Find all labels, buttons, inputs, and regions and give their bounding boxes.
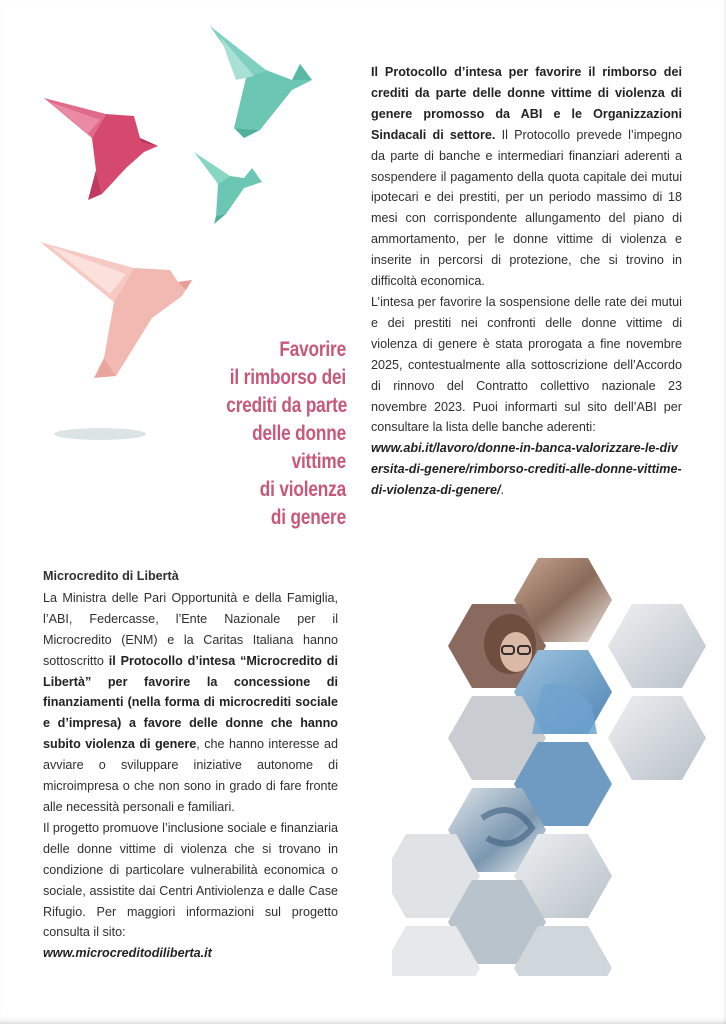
- abi-link-paragraph: [371, 438, 682, 501]
- abi-link-suffix: .: [500, 483, 504, 498]
- microcredito-text-column: [43, 566, 338, 964]
- headline-line: delle donne: [252, 422, 346, 445]
- pink-bird: [44, 98, 158, 200]
- headline-line: crediti da parte: [226, 394, 348, 417]
- microcredito-paragraph-1: [43, 588, 338, 818]
- headline-line: di violenza: [259, 478, 346, 501]
- protocol-text-column: [371, 62, 682, 501]
- photo-hexagon: [608, 696, 706, 780]
- section-headline: [226, 336, 346, 532]
- headline-line: Favorire: [279, 338, 346, 361]
- photo-hexagon: [608, 604, 706, 688]
- microcredito-link-paragraph: [43, 943, 338, 964]
- headline-line: di genere: [270, 506, 346, 529]
- protocol-paragraph: [371, 62, 682, 292]
- bird-shadow: [54, 428, 146, 440]
- microcredito-link[interactable]: www.microcreditodiliberta.it: [43, 946, 212, 961]
- abi-link[interactable]: www.abi.it/lavoro/donne-in-banca-valorizzare-le-diversita-di-genere/rimborso-crediti-alle-donne-vittime-di-violenza-di-genere/: [371, 441, 682, 498]
- extension-paragraph: L’intesa per favorire la sospensione delle rate dei mutui e dei prestiti nei confronti delle donne vittime di violenza di genere è stata prorogata a fine novembre 2025, contestualmente alla sottoscrizione dell’Accordo di rinnovo del Contratto collettivo nazionale 23 novembre 2023. Puoi informarti sul sito dell’ABI per consultare la lista delle banche aderenti:: [371, 294, 682, 435]
- microcredito-paragraph-2: Il progetto promuove l’inclusione sociale e finanziaria delle donne vittime di violenza che si trovano in condizione di particolare vulnerabilità economica o sociale, assistite dai Centri Antiviolenza e dalle Case Rifugio. Per maggiori informazioni sul progetto consulta il sito:: [43, 820, 338, 940]
- headline-line: vittime: [291, 450, 346, 473]
- p1-bold: il Protocollo d’intesa “Microcredito di Libertà” per favorire la concessione di finanziamenti (nella forma di microcrediti sociale e d’impresa) a favore delle donne che hanno subito violenza di genere: [43, 653, 338, 752]
- microcredito-title: Microcredito di Libertà: [43, 569, 179, 583]
- teal-bird-large: [210, 26, 312, 138]
- protocol-intro-bold: Il Protocollo d’intesa per favorire il rimborso dei crediti da parte delle donne vittime di violenza di genere promosso da ABI e le Organizzazioni Sindacali di settore.: [371, 65, 682, 142]
- p1-start: La Ministra delle Pari Opportunità e della Famiglia, l’ABI, Federcasse, l’Ente Nazionale per il Microcredito (ENM) e la Caritas Italiana hanno sottoscritto: [43, 590, 338, 668]
- hexagon-photo-mosaic: [392, 556, 710, 976]
- teal-bird-small: [194, 152, 262, 224]
- headline-line: il rimborso dei: [229, 366, 346, 389]
- peach-bird: [40, 242, 192, 378]
- protocol-intro-text: Il Protocollo prevede l’impegno da parte di banche e intermediari finanziari aderenti a sospendere il pagamento della quota capitale dei mutui ipotecari e dei prestiti, per un periodo massimo di 18 mesi con corrispondente allungamento del piano di ammortamento, per le donne vittime di violenza e inserite in percorsi di protezione, che si trovino in difficoltà economica.: [371, 127, 682, 289]
- p1-end: , che hanno interesse ad avviare o sviluppare iniziative autonome di microimpresa o che non sono in grado di fare fronte alle necessità personali e familiari.: [43, 737, 338, 814]
